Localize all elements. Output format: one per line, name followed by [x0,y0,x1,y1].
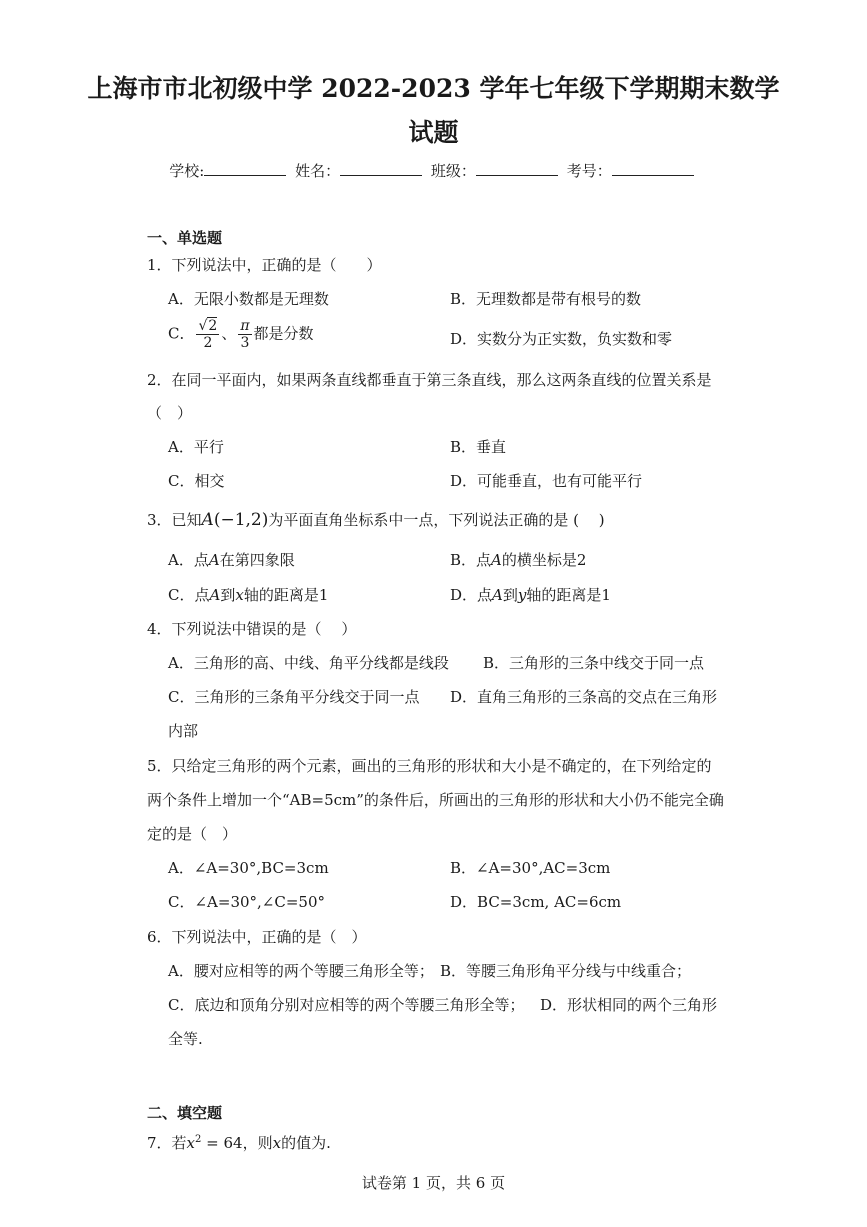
question-1-option-a: A．无限小数都是无理数 [168,290,329,308]
class-blank [476,158,558,176]
question-1-option-c [168,318,314,351]
option-middle: 到 [502,586,518,604]
fraction-numerator: π [240,318,250,334]
stem-suffix: 的值为. [281,1134,331,1152]
school-label: 学校: [169,162,205,180]
question-6-option-d-line2: 全等. [168,1030,203,1048]
fraction-sqrt2-over-2: $\frac{√2}{2}$ [198,318,218,351]
question-6-option-a: A．腰对应相等的两个等腰三角形全等； [168,962,434,980]
question-2-option-d: D．可能垂直，也有可能平行 [450,472,643,490]
option-c-suffix: 都是分数 [253,324,314,343]
point-label: A [209,586,221,604]
option-prefix: D．点 [450,586,493,604]
page-title-line1: 上海市市北初级中学 2022-2023 学年七年级下学期期末数学 [87,74,780,103]
stem-suffix: 为平面直角坐标系中一点，下列说法正确的是 ( ) [268,511,605,529]
option-prefix: B．点 [450,551,492,569]
school-blank [204,158,286,176]
question-7-stem [147,1129,727,1154]
question-2-option-a: A．平行 [168,438,224,456]
fraction-denominator: 3 [240,335,250,351]
question-1-option-d: D．实数分为正实数，负实数和零 [450,330,673,348]
page-title-line2: 试题 [408,118,459,147]
question-6-option-c: C．底边和顶角分别对应相等的两个等腰三角形全等； [168,996,525,1014]
fraction-radicand: 2 [208,318,218,334]
name-label: 姓名： [295,162,341,180]
question-4-option-d-line2: 内部 [168,722,199,740]
point-label: A [208,551,220,569]
option-prefix: A．点 [168,551,209,569]
question-2-stem-line1: 2．在同一平面内，如果两条直线都垂直于第三条直线，那么这两条直线的位置关系是 [147,371,712,389]
section-heading-single-choice: 一、单选题 [147,229,223,247]
option-suffix: 轴的距离是1 [526,586,611,604]
exponent: 2 [195,1134,202,1145]
question-2-stem-line2: （ ） [147,404,193,422]
option-prefix: C．点 [168,586,210,604]
point-coordinates: (−1,2) [213,510,269,530]
question-3-option-d [450,584,611,606]
page-footer: 试卷第 1 页，共 6 页 [361,1174,506,1192]
option-c-prefix: C． [168,324,195,343]
question-5-stem-line2: 两个条件上增加一个“AB=5cm”的条件后，所画出的三角形的形状和大小仍不能完全确 [147,791,724,809]
question-5-stem-line3: 定的是（ ） [147,825,238,843]
option-middle: 到 [220,586,236,604]
question-2-option-b: B．垂直 [450,438,507,456]
equation-rhs: = 64 [201,1134,243,1152]
section-heading-fill-in: 二、填空题 [147,1104,223,1122]
number-blank [612,158,694,176]
question-3-option-c [168,584,328,606]
question-5-option-a: A．∠A=30°,BC=3cm [168,859,329,877]
question-4-option-a: A．三角形的高、中线、角平分线都是线段 [168,654,449,672]
question-6-stem: 6．下列说法中，正确的是（ ） [147,928,367,946]
axis-label: y [517,586,527,604]
question-4-option-c: C．三角形的三条角平分线交于同一点 [168,688,420,706]
question-1-stem: 1．下列说法中，正确的是（ ） [147,256,382,274]
fraction-denominator: 2 [203,335,213,351]
point-label: A [491,551,502,569]
axis-label: x [235,586,244,604]
question-6-option-d-line1: D．形状相同的两个三角形 [540,996,718,1014]
fraction-pi-over-3 [238,318,251,351]
variable-x: x [186,1134,196,1152]
question-3-stem [147,509,727,531]
name-blank [340,158,422,176]
question-2-option-c: C．相交 [168,472,225,490]
option-c-separator: 、 [221,324,237,343]
question-4-stem: 4．下列说法中错误的是（ ） [147,620,357,638]
stem-prefix: 3．已知 [147,511,202,529]
option-suffix: 的横坐标是2 [501,551,587,569]
option-suffix: 轴的距离是1 [243,586,329,604]
option-suffix: 在第四象限 [219,551,295,569]
point-label: A [201,510,214,530]
number-label: 考号： [566,162,612,180]
question-5-option-b: B．∠A=30°,AC=3cm [450,859,611,877]
question-4-option-b: B．三角形的三条中线交于同一点 [483,654,705,672]
student-info-row [0,158,867,182]
question-3-option-b [450,549,586,571]
question-5-stem-line1: 5．只给定三角形的两个元素，画出的三角形的形状和大小是不确定的，在下列给定的 [147,757,712,775]
point-label: A [492,586,503,604]
question-5-option-d: D．BC=3cm, AC=6cm [450,893,622,911]
question-5-option-c: C．∠A=30°,∠C=50° [168,893,326,911]
question-3-option-a [168,549,295,571]
stem-prefix: 7．若 [147,1134,187,1152]
question-6-option-b: B．等腰三角形角平分线与中线重合； [440,962,692,980]
question-4-option-d-line1: D．直角三角形的三条高的交点在三角形 [450,688,718,706]
class-label: 班级： [430,162,476,180]
variable-x: x [272,1134,282,1152]
stem-middle: ，则 [242,1134,273,1152]
question-1-option-b: B．无理数都是带有根号的数 [450,290,642,308]
